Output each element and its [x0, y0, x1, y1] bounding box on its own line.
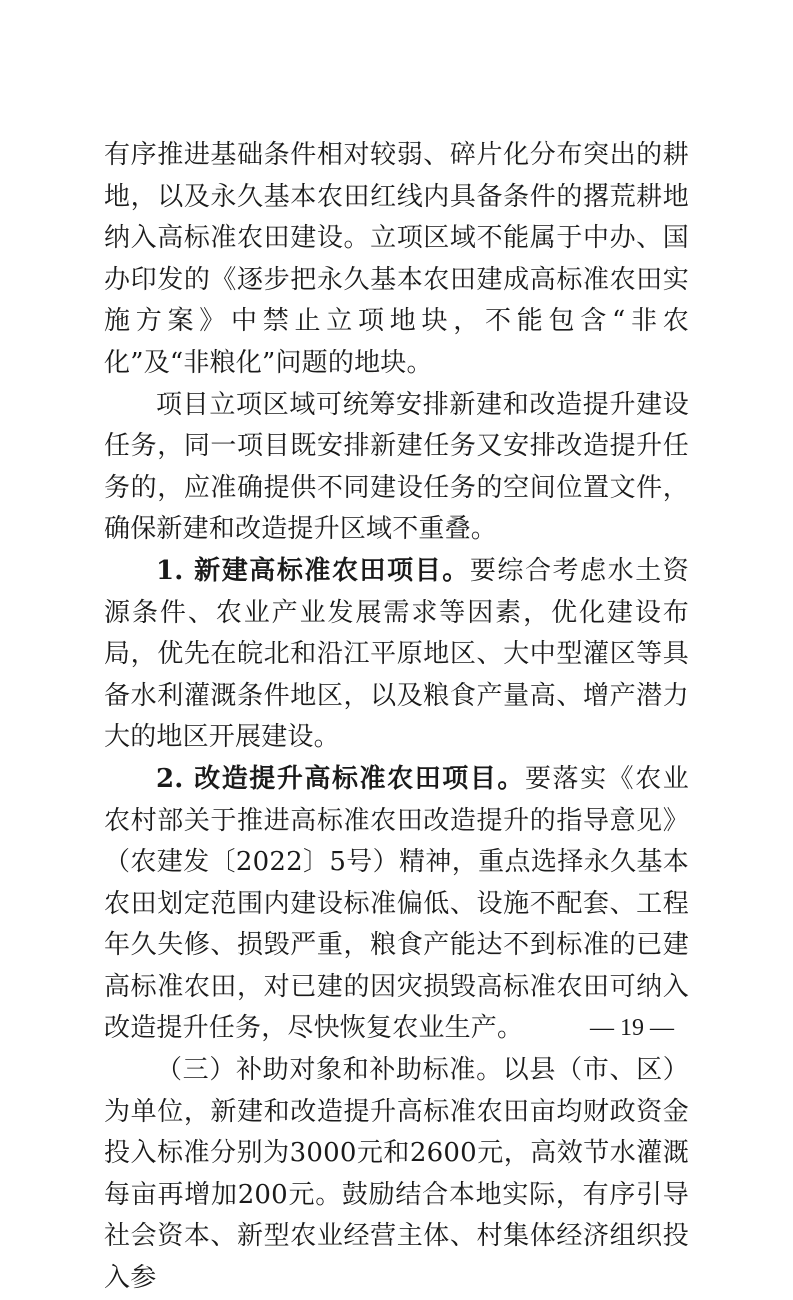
heading-upgrade: 2. 改造提升高标准农田项目。 [156, 763, 525, 794]
paragraph-subsidy [104, 1050, 689, 1300]
page-number: — 19 — [590, 1015, 674, 1041]
heading-new-construction: 1. 新建高标准农田项目。 [156, 555, 470, 586]
paragraph-continuation: 有序推进基础条件相对较弱、碎片化分布突出的耕地，以及永久基本农田红线内具备条件的撂荒耕地纳入高标准农田建设。立项区域不能属于中办、国办印发的《逐步把永久基本农田建成高标准农田实施方案》中禁止立项地块，不能包含“非农化”及“非粮化”问题的地块。 [104, 140, 689, 378]
paragraph-upgrade [104, 759, 689, 1050]
body-new-construction: 要综合考虑水土资源条件、农业产业发展需求等因素，优化建设布局，优先在皖北和沿江平原地区、大中型灌区等具备水利灌溉条件地区，以及粮食产量高、增产潜力大的地区开展建设。 [104, 555, 689, 753]
paragraph-project-area: 项目立项区域可统筹安排新建和改造提升建设任务，同一项目既安排新建任务又安排改造提升任务的，应准确提供不同建设任务的空间位置文件，确保新建和改造提升区域不重叠。 [104, 389, 689, 545]
body-upgrade: 要落实《农业农村部关于推进高标准农田改造提升的指导意见》（农建发〔2022〕5号）精神，重点选择永久基本农田划定范围内建设标准偏低、设施不配套、工程年久失修、损毁严重，粮食产能达不到标准的已建高标准农田，对已建的因灾损毁高标准农田可纳入改造提升任务，尽快恢复农业生产。 [104, 763, 690, 1044]
body-subsidy: 以县（市、区）为单位，新建和改造提升高标准农田亩均财政资金投入标准分别为3000元和2600元，高效节水灌溉每亩再增加200元。鼓励结合本地实际，有序引导社会资本、新型农业经营主体、村集体经济组织投入参 [104, 1055, 689, 1294]
heading-subsidy: （三）补助对象和补助标准。 [156, 1055, 503, 1086]
document-body [104, 135, 689, 1300]
paragraph-new-construction [104, 551, 689, 759]
